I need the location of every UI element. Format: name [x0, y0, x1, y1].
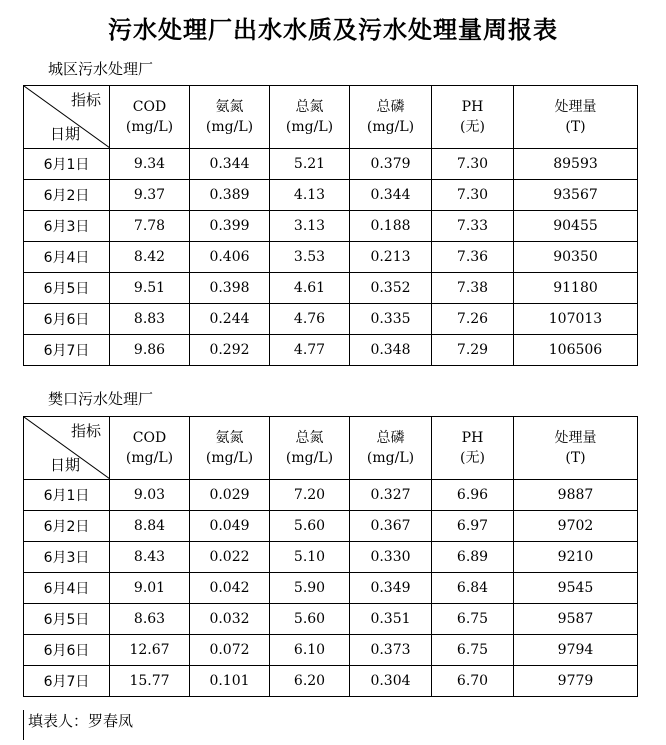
value-cell: 0.389	[190, 180, 270, 211]
value-cell: 9.34	[110, 149, 190, 180]
column-name: PH	[461, 430, 484, 446]
table-row	[24, 211, 638, 242]
column-header	[110, 86, 190, 149]
value-cell: 6.10	[270, 635, 350, 666]
value-cell: 0.373	[350, 635, 432, 666]
value-cell: 4.76	[270, 304, 350, 335]
value-cell: 7.38	[432, 273, 514, 304]
column-unit: (mg/L)	[366, 119, 415, 135]
value-cell: 0.349	[350, 573, 432, 604]
value-cell: 0.379	[350, 149, 432, 180]
value-cell: 6.84	[432, 573, 514, 604]
table-row	[24, 149, 638, 180]
column-header	[350, 86, 432, 149]
column-header	[270, 417, 350, 480]
column-header	[190, 86, 270, 149]
value-cell: 0.244	[190, 304, 270, 335]
column-unit: (无)	[460, 119, 485, 135]
column-name: PH	[461, 99, 484, 115]
date-cell: 6月3日	[24, 542, 110, 573]
column-unit: (T)	[565, 119, 586, 135]
value-cell: 6.89	[432, 542, 514, 573]
diagonal-header-cell	[24, 86, 110, 149]
value-cell: 5.90	[270, 573, 350, 604]
column-name: COD	[132, 99, 167, 115]
value-cell: 0.022	[190, 542, 270, 573]
diagonal-header-cell	[24, 417, 110, 480]
date-cell: 6月5日	[24, 273, 110, 304]
header-row	[24, 86, 638, 149]
date-cell: 6月4日	[24, 242, 110, 273]
value-cell: 7.29	[432, 335, 514, 366]
header-date-label: 日期	[50, 125, 81, 143]
value-cell: 0.348	[350, 335, 432, 366]
value-cell: 15.77	[110, 666, 190, 697]
date-cell: 6月1日	[24, 149, 110, 180]
value-cell: 8.63	[110, 604, 190, 635]
value-cell: 8.83	[110, 304, 190, 335]
value-cell: 0.330	[350, 542, 432, 573]
value-cell: 0.335	[350, 304, 432, 335]
date-cell: 6月1日	[24, 480, 110, 511]
filler-signature: 填表人：罗春凤	[28, 712, 134, 730]
value-cell: 6.75	[432, 604, 514, 635]
page-title: 污水处理厂出水水质及污水处理量周报表	[108, 16, 558, 44]
value-cell: 12.67	[110, 635, 190, 666]
table-row	[24, 542, 638, 573]
value-cell: 9587	[514, 604, 638, 635]
value-cell: 6.75	[432, 635, 514, 666]
header-row	[24, 417, 638, 480]
date-cell: 6月3日	[24, 211, 110, 242]
value-cell: 9794	[514, 635, 638, 666]
value-cell: 9.01	[110, 573, 190, 604]
column-name: COD	[132, 430, 167, 446]
column-name: 处理量	[554, 99, 597, 115]
header-metric-label: 指标	[70, 422, 101, 440]
value-cell: 0.292	[190, 335, 270, 366]
column-header	[514, 86, 638, 149]
value-cell: 107013	[514, 304, 638, 335]
column-header	[110, 417, 190, 480]
value-cell: 6.70	[432, 666, 514, 697]
value-cell: 89593	[514, 149, 638, 180]
column-name: 处理量	[554, 430, 597, 446]
value-cell: 90350	[514, 242, 638, 273]
column-unit: (mg/L)	[366, 450, 415, 466]
value-cell: 0.072	[190, 635, 270, 666]
value-cell: 9.86	[110, 335, 190, 366]
value-cell: 9.03	[110, 480, 190, 511]
value-cell: 0.042	[190, 573, 270, 604]
table-row	[24, 573, 638, 604]
column-name: 总磷	[376, 99, 405, 115]
date-cell: 6月6日	[24, 635, 110, 666]
value-cell: 0.399	[190, 211, 270, 242]
value-cell: 0.101	[190, 666, 270, 697]
value-cell: 6.20	[270, 666, 350, 697]
value-cell: 4.61	[270, 273, 350, 304]
column-name: 总氮	[295, 430, 324, 446]
date-cell: 6月2日	[24, 180, 110, 211]
value-cell: 7.33	[432, 211, 514, 242]
value-cell: 0.304	[350, 666, 432, 697]
value-cell: 91180	[514, 273, 638, 304]
date-cell: 6月7日	[24, 335, 110, 366]
value-cell: 5.60	[270, 511, 350, 542]
urban-plant-table	[23, 85, 638, 366]
column-unit: (mg/L)	[285, 119, 334, 135]
column-header	[514, 417, 638, 480]
value-cell: 9210	[514, 542, 638, 573]
table-row	[24, 604, 638, 635]
value-cell: 9545	[514, 573, 638, 604]
column-name: 氨氮	[215, 430, 244, 446]
table-row	[24, 635, 638, 666]
date-cell: 6月7日	[24, 666, 110, 697]
value-cell: 0.213	[350, 242, 432, 273]
value-cell: 4.13	[270, 180, 350, 211]
table-row	[24, 511, 638, 542]
value-cell: 9702	[514, 511, 638, 542]
value-cell: 7.78	[110, 211, 190, 242]
value-cell: 7.30	[432, 149, 514, 180]
header-date-label: 日期	[50, 456, 81, 474]
value-cell: 4.77	[270, 335, 350, 366]
header-metric-label: 指标	[70, 91, 101, 109]
value-cell: 8.84	[110, 511, 190, 542]
value-cell: 8.43	[110, 542, 190, 573]
value-cell: 0.344	[190, 149, 270, 180]
value-cell: 0.188	[350, 211, 432, 242]
value-cell: 7.20	[270, 480, 350, 511]
value-cell: 9887	[514, 480, 638, 511]
value-cell: 0.327	[350, 480, 432, 511]
value-cell: 5.21	[270, 149, 350, 180]
value-cell: 0.029	[190, 480, 270, 511]
value-cell: 9.37	[110, 180, 190, 211]
value-cell: 9.51	[110, 273, 190, 304]
column-name: 总氮	[295, 99, 324, 115]
section-label-urban: 城区污水处理厂	[48, 60, 154, 78]
value-cell: 106506	[514, 335, 638, 366]
column-unit: (mg/L)	[125, 450, 174, 466]
fankou-plant-table	[23, 416, 638, 697]
value-cell: 0.367	[350, 511, 432, 542]
table-row	[24, 242, 638, 273]
filler-marker	[23, 710, 24, 740]
date-cell: 6月6日	[24, 304, 110, 335]
table-row	[24, 666, 638, 697]
value-cell: 0.406	[190, 242, 270, 273]
value-cell: 0.352	[350, 273, 432, 304]
value-cell: 0.351	[350, 604, 432, 635]
column-header	[190, 417, 270, 480]
table-row	[24, 180, 638, 211]
table-row	[24, 304, 638, 335]
value-cell: 90455	[514, 211, 638, 242]
value-cell: 6.96	[432, 480, 514, 511]
column-unit: (mg/L)	[285, 450, 334, 466]
value-cell: 7.26	[432, 304, 514, 335]
table-row	[24, 335, 638, 366]
table-row	[24, 273, 638, 304]
column-unit: (mg/L)	[205, 450, 254, 466]
value-cell: 3.53	[270, 242, 350, 273]
value-cell: 7.36	[432, 242, 514, 273]
value-cell: 0.344	[350, 180, 432, 211]
column-header	[270, 86, 350, 149]
date-cell: 6月2日	[24, 511, 110, 542]
value-cell: 0.032	[190, 604, 270, 635]
value-cell: 93567	[514, 180, 638, 211]
value-cell: 3.13	[270, 211, 350, 242]
column-unit: (mg/L)	[125, 119, 174, 135]
date-cell: 6月4日	[24, 573, 110, 604]
value-cell: 9779	[514, 666, 638, 697]
section-label-fankou: 樊口污水处理厂	[48, 390, 154, 408]
column-header	[432, 86, 514, 149]
column-unit: (T)	[565, 450, 586, 466]
column-unit: (无)	[460, 450, 485, 466]
value-cell: 5.10	[270, 542, 350, 573]
value-cell: 0.049	[190, 511, 270, 542]
date-cell: 6月5日	[24, 604, 110, 635]
value-cell: 5.60	[270, 604, 350, 635]
table-row	[24, 480, 638, 511]
column-name: 氨氮	[215, 99, 244, 115]
column-header	[432, 417, 514, 480]
value-cell: 6.97	[432, 511, 514, 542]
value-cell: 0.398	[190, 273, 270, 304]
value-cell: 8.42	[110, 242, 190, 273]
column-unit: (mg/L)	[205, 119, 254, 135]
column-header	[350, 417, 432, 480]
column-name: 总磷	[376, 430, 405, 446]
value-cell: 7.30	[432, 180, 514, 211]
